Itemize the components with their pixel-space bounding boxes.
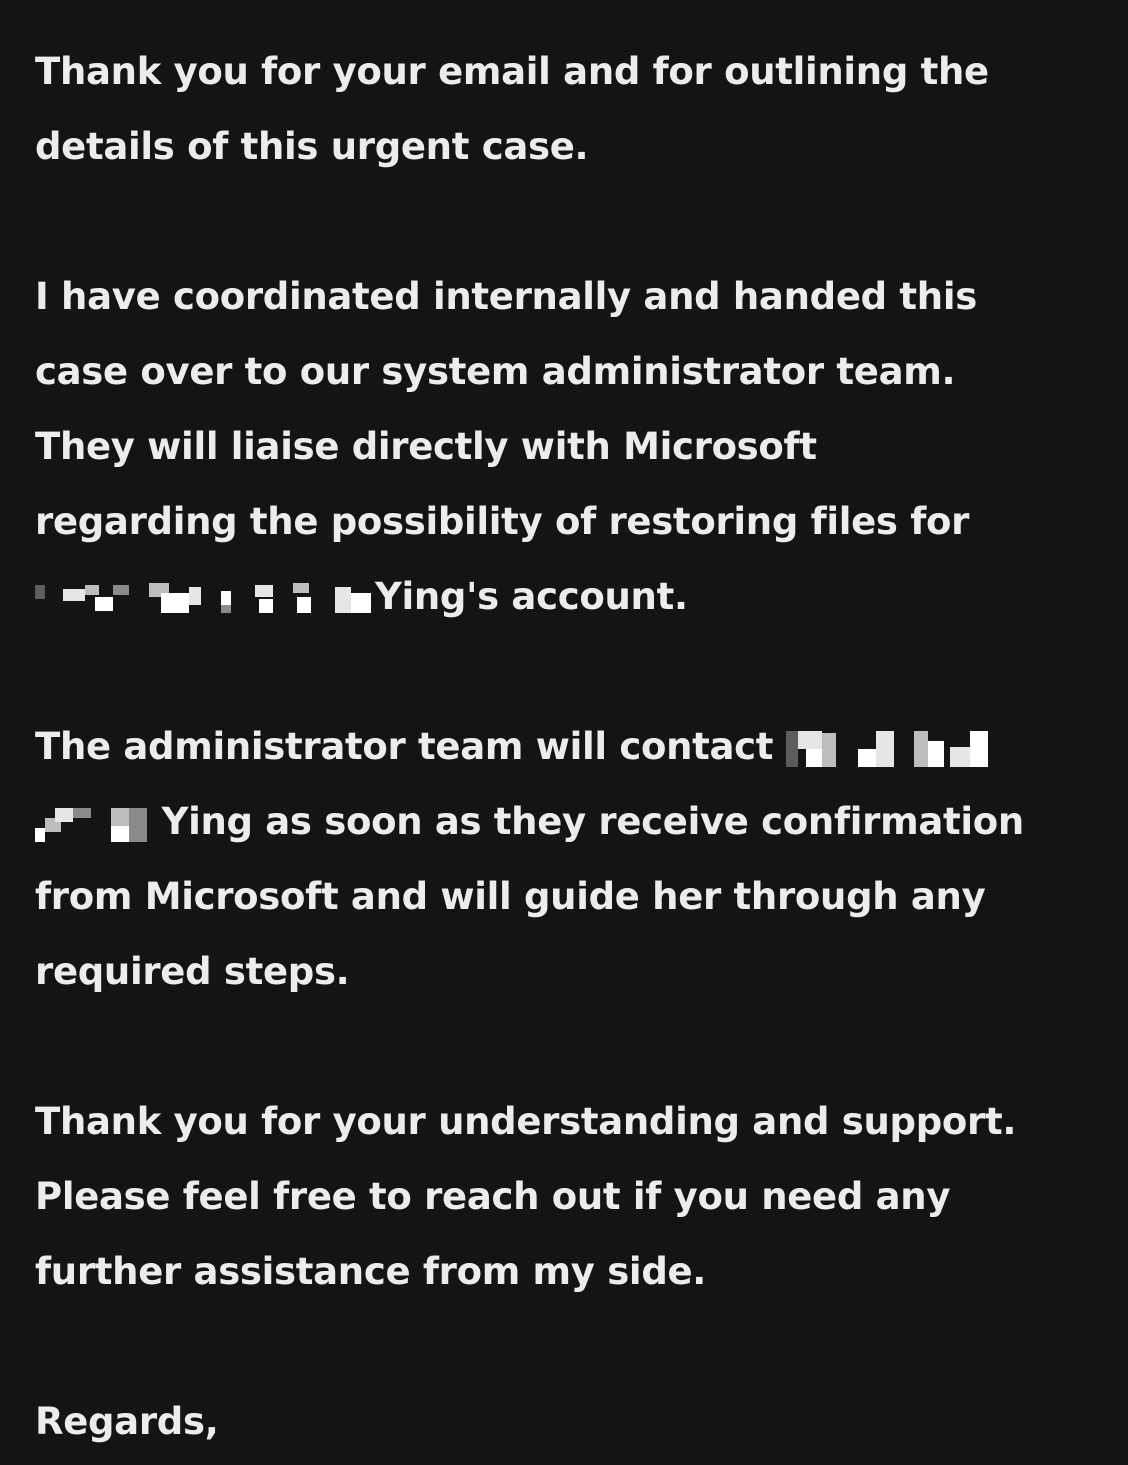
message-text-line: from Microsoft and will guide her through any — [35, 875, 986, 918]
contact-name-text: Ying as soon as they receive confirmation — [149, 800, 1024, 843]
message-text-line-with-redaction — [35, 559, 1115, 634]
message-text-line: Thank you for your email and for outlining the — [35, 50, 989, 93]
email-message-body — [35, 34, 1115, 1459]
message-text-line-with-redaction — [35, 784, 1115, 859]
account-owner-text: Ying's account. — [375, 575, 688, 618]
paragraph-break — [35, 1309, 1115, 1384]
message-text-line: further assistance from my side. — [35, 1250, 707, 1293]
closing-line: Regards, — [35, 1400, 219, 1443]
message-text-line: Please feel free to reach out if you need any — [35, 1175, 951, 1218]
message-text-line: They will liaise directly with Microsoft — [35, 425, 817, 468]
message-text-line-with-redaction — [35, 709, 1115, 784]
message-text-line: details of this urgent case. — [35, 125, 589, 168]
message-text-line: I have coordinated internally and handed this — [35, 275, 977, 318]
message-text-line: regarding the possibility of restoring files for — [35, 500, 970, 543]
message-text-line: required steps. — [35, 950, 350, 993]
paragraph-break — [35, 184, 1115, 259]
paragraph-break — [35, 634, 1115, 709]
paragraph-break — [35, 1009, 1115, 1084]
message-text-line: case over to our system administrator team. — [35, 350, 956, 393]
redacted-name-mosaic — [35, 579, 375, 619]
contact-text: The administrator team will contact — [35, 725, 786, 768]
redacted-name-mosaic — [35, 804, 149, 844]
redacted-name-mosaic — [786, 729, 996, 769]
message-text-line: Thank you for your understanding and support. — [35, 1100, 1017, 1143]
